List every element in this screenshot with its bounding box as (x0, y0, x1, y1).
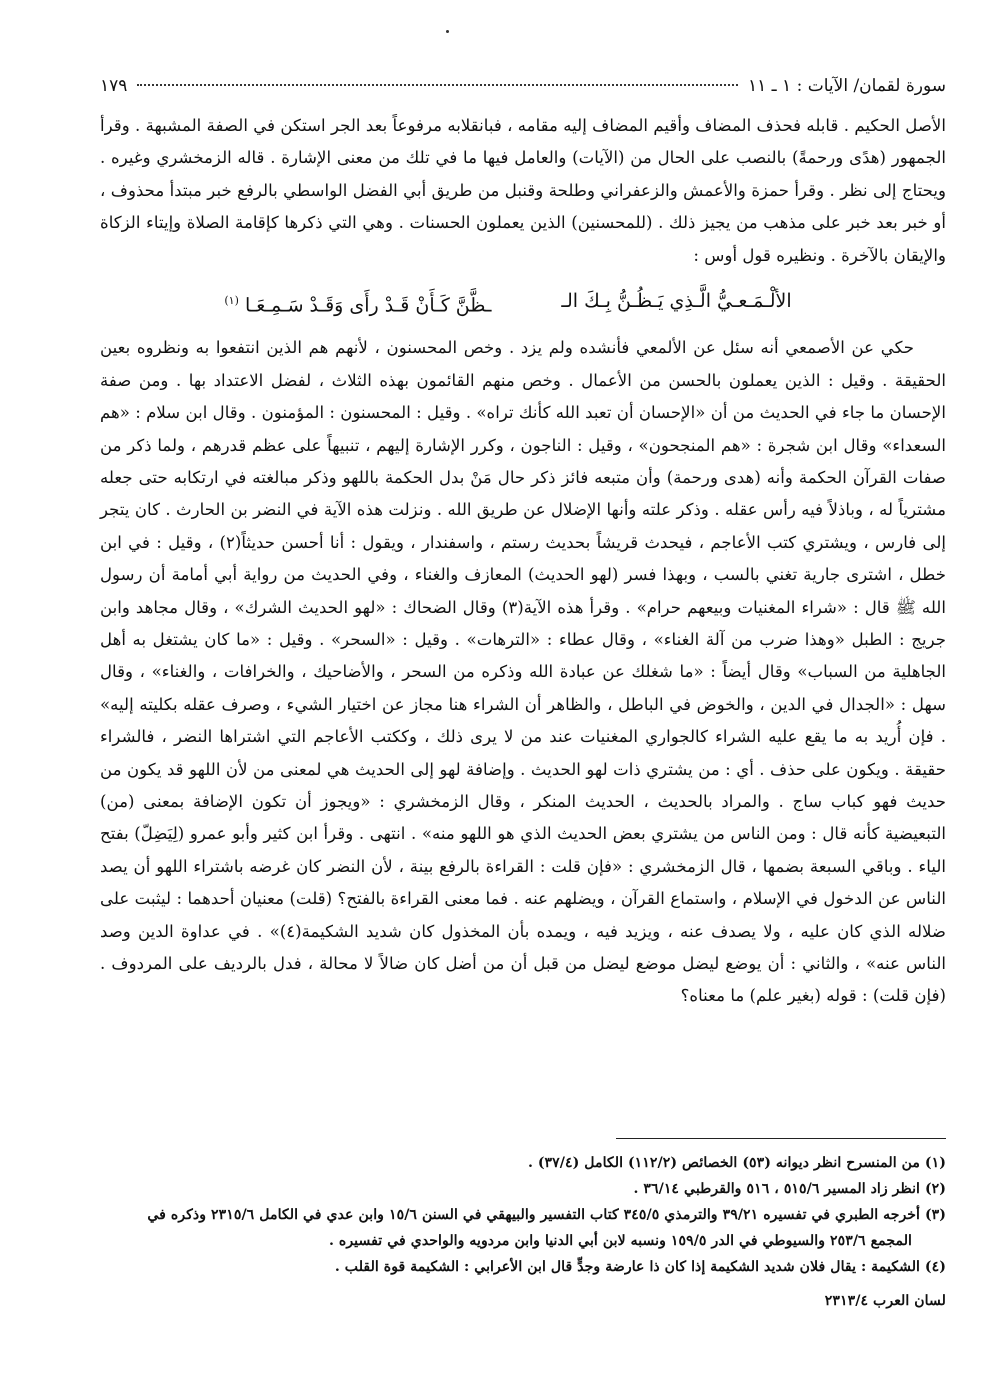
leader-dots (137, 84, 738, 86)
verse-hemistich-1: الألْـمَـعـيُّ الَّـذِي يَـظُـنُّ بِـكَ الـ (561, 290, 792, 313)
poetry-verse (100, 284, 946, 322)
footnotes (100, 1150, 946, 1314)
footnote-divider (616, 1138, 946, 1139)
footnote-2: (٢) انظر زاد المسير ٥١٥/٦ ، ٥١٦ والقرطبي ٣٦/١٤ . (633, 1181, 946, 1197)
book-page (100, 74, 946, 1314)
footnote-reference: (١) (224, 294, 239, 308)
footnote-3: (٣) أخرجه الطبري في تفسيره ٣٩/٢١ والترمذي ٣٤٥/٥ كتاب التفسير والبيهقي في السنن ١٥/٦ وابن عدي في الكامل ٢٣١٥/٦ وذكره في (147, 1207, 946, 1223)
verse-hemistich-2-text: ـظَّنَّ كَـأَنْ قَـدْ رأَى وَقَـدْ سَـمِـعَـا (244, 294, 492, 317)
main-text (100, 110, 946, 1013)
page-number: ١٧٩ (100, 76, 128, 96)
footnote-4-source: لسان العرب ٢٣١٣/٤ (824, 1293, 946, 1309)
page-speck (446, 30, 449, 33)
verse-hemistich-2 (224, 284, 491, 322)
footnote-3-continuation: المجمع ٢٥٣/٦ والسيوطي في الدر ١٥٩/٥ ونسبه لابن أبي الدنيا وابن مردويه والواحدي في تفسيره . (329, 1233, 912, 1249)
running-header (100, 74, 946, 100)
paragraph-1: الأصل الحكيم . قابله فحذف المضاف وأقيم المضاف إليه مقامه ، فبانقلابه مرفوعاً بعد الجر استكن في الصفة المشبهة . وقرأ الجمهور (هدًى ورحمةً) بالنصب على الحال من (الآيات) والعامل فيها ما في تلك من معنى الإشارة . قاله الزمخشري وغيره . ويحتاج إلى نظر . وقرأ حمزة والأعمش والزعفراني وطلحة وقنبل من طريق أبي الفضل الواسطي بالرفع خبر مبتدأ محذوف ، أو خبر بعد خبر على مذهب من يجيز ذلك . (للمحسنين) الذين يعملون الحسنات . وهي التي ذكرها كإقامة الصلاة وإيتاء الزكاة والإيقان بالآخرة . ونظيره قول أوس : (100, 116, 946, 265)
surah-title: سورة لقمان/ الآيات : ١ ـ ١١ (747, 76, 946, 96)
paragraph-2: حكي عن الأصمعي أنه سئل عن الألمعي فأنشده ولم يزد . وخص المحسنون ، لأنهم هم الذين انتفعوا به ونظروه بعين الحقيقة . وقيل : الذين يعملون بالحسن من الأعمال . وخص منهم القائمون بهذه الثلاث ، لفضل الاعتداد بها . ومن صفة الإحسان ما جاء في الحديث من أن «الإحسان أن تعبد الله كأنك تراه» . وقيل : المحسنون : المؤمنون . وقال ابن سلام : «هم السعداء» وقال ابن شجرة : «هم المنجحون» ، وقيل : الناجون ، وكرر الإشارة إليهم ، تنبيهاً على عظم قدرهم ، ولما ذكر من صفات القرآن الحكمة وأنه (هدى ورحمة) وأن متبعه فائز ذكر حال مَنْ بدل الحكمة باللهو وذكر مبالغته في ارتكابه حتى جعله مشترياً له ، وباذلاً فيه رأس عقله . وذكر علته وأنها الإضلال عن طريق الله . ونزلت هذه الآية في النضر بن الحارث . كان يتجر إلى فارس ، ويشتري كتب الأعاجم ، فيحدث قريشاً بحديث رستم ، واسفندار ، ويقول : أنا أحسن حديثاً(٢) ، وقيل : في ابن خطل ، اشترى جارية تغني بالسب ، وبهذا فسر (لهو الحديث) المعازف والغناء ، وفي الحديث من رواية أبي أمامة أن رسول الله ﷺ قال : «شراء المغنيات وبيعهم حرام» . وقرأ هذه الآية(٣) وقال الضحاك : «لهو الحديث الشرك» ، وقال مجاهد وابن جريج : الطبل «وهذا ضرب من آلة الغناء» ، وقال عطاء : «الترهات» . وقيل : «السحر» . وقيل : «ما كان يشتغل به أهل الجاهلية من السباب» وقال أيضاً : «ما شغلك عن عبادة الله وذكره من السحر ، والأضاحيك ، والخرافات ، والغناء» ، وقال سهل : «الجدال في الدين ، والخوض في الباطل ، والظاهر أن الشراء هنا مجاز عن اختيار الشيء ، وصرف عقله بكليته إليه» . فإن أُريد به ما يقع عليه الشراء كالجواري المغنيات عند من لا يرى ذلك ، وككتب الأعاجم التي اشتراها النضر ، فالشراء حقيقة . ويكون على حذف . أي : من يشتري ذات لهو الحديث . وإضافة لهو إلى الحديث هي لمعنى من لأن اللهو قد يكون من حديث فهو كباب ساج . والمراد بالحديث ، الحديث المنكر ، وقال الزمخشري : «ويجوز أن تكون الإضافة بمعنى (من) التبعيضية كأنه قال : ومن الناس من يشتري بعض الحديث الذي هو اللهو منه» . انتهى . وقرأ ابن كثير وأبو عمرو (لِيَضِلّ) بفتح الياء . وباقي السبعة بضمها ، قال الزمخشري : «فإن قلت : القراءة بالرفع بينة ، لأن النضر كان غرضه باشتراء اللهو أن يصد الناس عن الدخول في الإسلام ، واستماع القرآن ، ويضلهم عنه . فما معنى القراءة بالفتح؟ (قلت) معنيان أحدهما : ليثبت على ضلاله الذي كان عليه ، ولا يصدف عنه ، ويزيد فيه ، ويمده بأن المخذول كان شديد الشكيمة(٤)» . في عداوة الدين وصد الناس عنه» ، والثاني : أن يوضع ليضل موضع ليضل من قبل أن من أضل كان ضالاً لا محالة ، فدل بالرديف على المردوف . (فإن قلت) : قوله (بغير علم) ما معناه؟ (100, 338, 946, 1006)
footnote-1: (١) من المنسرح انظر ديوانه (٥٣) الخصائص (١١٢/٢) الكامل (٣٧/٤) . (527, 1155, 946, 1171)
footnote-4: (٤) الشكيمة : يقال فلان شديد الشكيمة إذا كان ذا عارضة وجدٍّ قال ابن الأعرابي : الشكيمة قوة القلب . (334, 1259, 946, 1275)
